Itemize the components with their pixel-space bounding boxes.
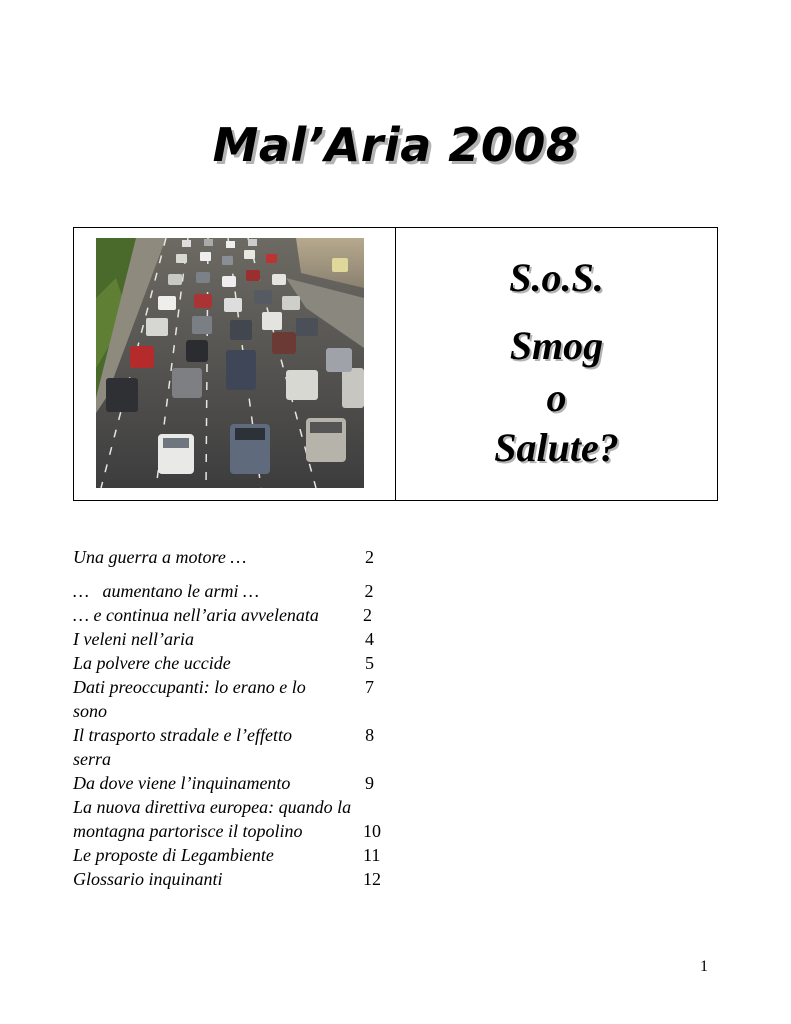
table-of-contents bbox=[73, 545, 403, 891]
toc-entry bbox=[73, 795, 403, 843]
toc-entry-page: 11 bbox=[363, 845, 381, 865]
toc-entry-label: La nuova direttiva europea: quando la montagna partorisce il topolino bbox=[73, 797, 352, 841]
cover-image-cell bbox=[74, 228, 396, 500]
toc-entry-label: I veleni nell’aria bbox=[73, 629, 194, 649]
toc-entry-label: Da dove viene l’inquinamento bbox=[73, 773, 291, 793]
toc-entry-page: 2 bbox=[363, 605, 372, 625]
cover-table bbox=[73, 227, 718, 501]
subtitle-smog: Smog bbox=[509, 323, 604, 368]
toc-entry-page: 5 bbox=[364, 653, 374, 673]
toc-entry bbox=[73, 545, 403, 569]
toc-entry-label: … aumentano le armi … bbox=[73, 581, 259, 601]
toc-entry bbox=[73, 843, 403, 867]
toc-entry-page: 4 bbox=[364, 629, 374, 649]
toc-entry bbox=[73, 771, 403, 795]
toc-entry bbox=[73, 603, 403, 627]
toc-entry-page: 10 bbox=[363, 821, 381, 841]
toc-entry-page: 2 bbox=[364, 547, 374, 567]
toc-entry bbox=[73, 723, 403, 771]
toc-entry bbox=[73, 627, 403, 651]
toc-entry-page: 12 bbox=[363, 869, 381, 889]
toc-entry bbox=[73, 579, 403, 603]
toc-entry-label: … e continua nell’aria avvelenata bbox=[73, 605, 319, 625]
toc-entry-page: 9 bbox=[364, 773, 374, 793]
subtitle-sos: S.o.S. bbox=[509, 255, 604, 300]
toc-entry-page: 7 bbox=[365, 677, 374, 697]
subtitle-o: o bbox=[546, 375, 567, 420]
document-title: Mal’Aria 2008 bbox=[212, 118, 579, 172]
toc-entry-label: Le proposte di Legambiente bbox=[73, 845, 274, 865]
toc-entry-label: Glossario inquinanti bbox=[73, 869, 223, 889]
highway-traffic-photo bbox=[96, 238, 364, 488]
toc-entry bbox=[73, 651, 403, 675]
toc-entry-label: La polvere che uccide bbox=[73, 653, 231, 673]
toc-entry-page: 2 bbox=[364, 581, 374, 601]
page-number: 1 bbox=[700, 958, 708, 975]
toc-entry-label: Il trasporto stradale e l’effetto serra bbox=[73, 725, 292, 769]
subtitle-salute: Salute? bbox=[494, 425, 619, 470]
toc-entry-label: Una guerra a motore … bbox=[73, 547, 247, 567]
toc-entry-page: 8 bbox=[365, 725, 375, 745]
toc-entry-label: Dati preoccupanti: lo erano e lo sono bbox=[73, 677, 306, 721]
cover-subtitle-cell bbox=[396, 228, 717, 500]
toc-entry bbox=[73, 675, 403, 723]
toc-entry bbox=[73, 867, 403, 891]
